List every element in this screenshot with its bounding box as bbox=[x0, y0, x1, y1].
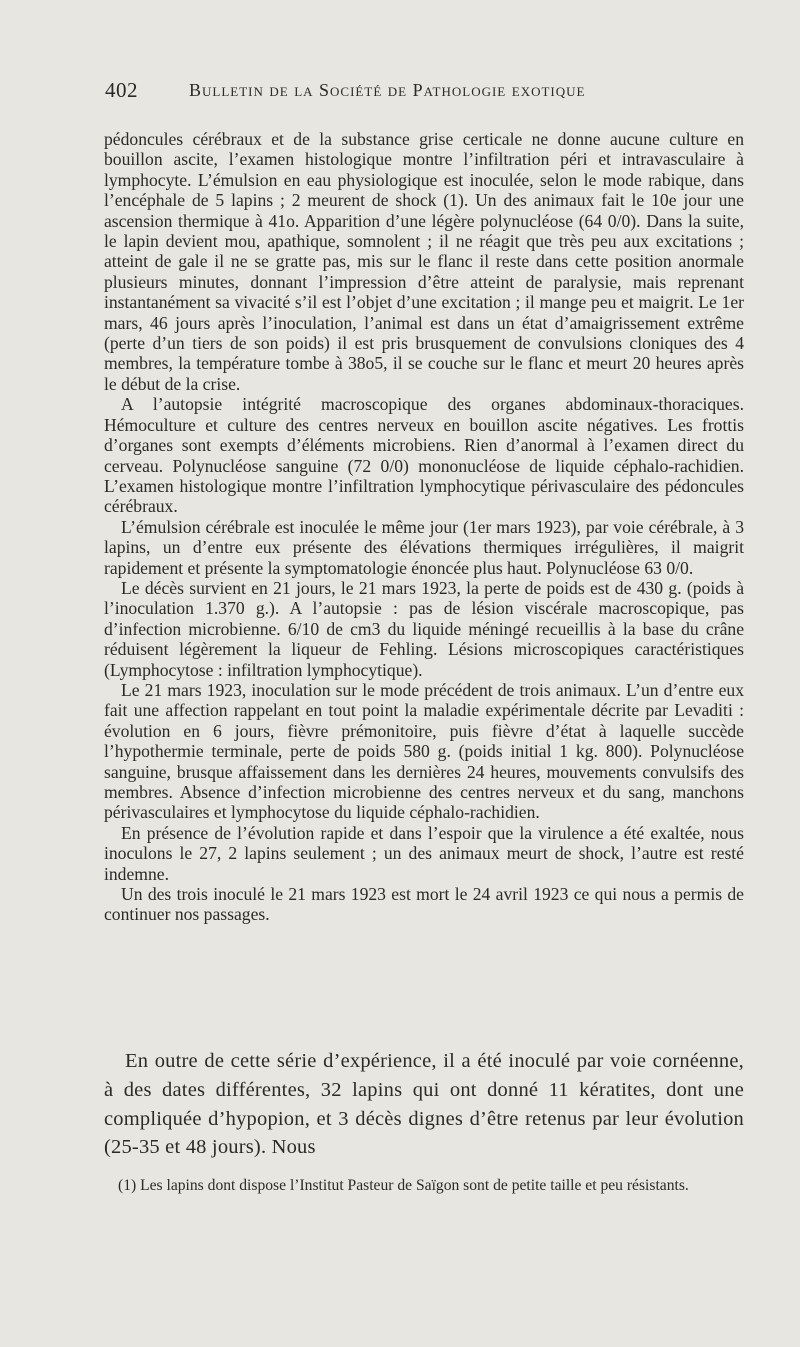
paragraph-5: Le 21 mars 1923, inoculation sur le mode précédent de trois animaux. L’un d’entre eux fait une affection rappelant en tout point la maladie expérimentale décrite par Levaditi : évolution en 6 jours, fièvre prémonitoire, puis fièvre d’état à laquelle succède l’hypothermie terminale, perte de poids 580 g. (poids initial 1 kg. 800). Polynucléose sanguine, brusque affaissement dans les dernières 24 heures, mouvements convulsifs des membres. Absence d’infection microbienne des centres nerveux et du sang, manchons périvasculaires et lymphocytose du liquide céphalo-rachidien. bbox=[104, 679, 744, 823]
paragraph-6: En présence de l’évolution rapide et dans l’espoir que la virulence a été exaltée, nous inoculons le 27, 2 lapins seulement ; un des animaux meurt de shock, l’autre est resté indemne. bbox=[104, 822, 744, 884]
running-head bbox=[105, 78, 665, 108]
paragraph-2: A l’autopsie intégrité macroscopique des organes abdominaux-thoraciques. Hémoculture et culture des centres nerveux en bouillon ascite négatives. Les frottis d’organes sont exempts d’éléments microbiens. Rien d’anormal à l’examen direct du cerveau. Polynucléose sanguine (72 0/0) mononucléose de liquide céphalo-rachidien. L’examen histologique montre l’infiltration lymphocytique périvasculaire des pédoncules cérébraux. bbox=[104, 394, 744, 517]
paragraph-7: Un des trois inoculé le 21 mars 1923 est mort le 24 avril 1923 ce qui nous a permis de continuer nos passages. bbox=[104, 884, 744, 925]
large-text-section bbox=[104, 1047, 744, 1162]
page-number: 402 bbox=[105, 78, 138, 102]
footnote-text: (1) Les lapins dont dispose l’Institut Pasteur de Saïgon sont de petite taille et peu résistants. bbox=[118, 1177, 689, 1194]
large-paragraph: En outre de cette série d’expérience, il a été inoculé par voie cornéenne, à des dates différentes, 32 lapins qui ont donné 11 kératites, dont une compliquée d’hypopion, et 3 décès dignes d’être retenus par leur évolution (25-35 et 48 jours). Nous bbox=[104, 1050, 744, 1159]
footnote bbox=[104, 1176, 744, 1195]
paragraph-3: L’émulsion cérébrale est inoculée le même jour (1er mars 1923), par voie cérébrale, à 3 lapins, un d’entre eux présente des élévations thermiques irrégulières, il maigrit rapidement et présente la symptomatologie énoncée plus haut. Polynucléose 63 0/0. bbox=[104, 516, 744, 578]
main-text bbox=[104, 129, 744, 925]
journal-title: Bulletin de la Société de Pathologie exotique bbox=[189, 80, 586, 100]
paragraph-4: Le décès survient en 21 jours, le 21 mars 1923, la perte de poids est de 430 g. (poids à l’inoculation 1.370 g.). A l’autopsie : pas de lésion viscérale macroscopique, pas d’infection microbienne. 6/10 de cm3 du liquide méningé recueillis à la base du crâne réduisent légèrement la liqueur de Fehling. Lésions microscopiques caractéristiques (Lymphocytose : infiltration lymphocytique). bbox=[104, 577, 744, 680]
paragraph-1: pédoncules cérébraux et de la substance grise certicale ne donne aucune culture en bouillon ascite, l’examen histologique montre l’infiltration péri et intravasculaire à lymphocyte. L’émulsion en eau physiologique est inoculée, selon le mode rabique, dans l’encéphale de 5 lapins ; 2 meurent de shock (1). Un des animaux fait le 10e jour une ascension thermique à 41o. Apparition d’une légère polynucléose (64 0/0). Dans la suite, le lapin devient mou, apathique, somnolent ; il ne réagit que très peu aux excitations ; atteint de gale il ne se gratte pas, mis sur le flanc il reste dans cette position anormale plusieurs minutes, donnant l’impression d’être atteint de paralysie, mais reprenant instantanément sa vivacité s’il est l’objet d’une excitation ; il mange peu et maigrit. Le 1er mars, 46 jours après l’inoculation, l’animal est dans un état d’amaigrissement extrême (perte d’un tiers de son poids) il est pris brusquement de convulsions cloniques des 4 membres, la température tombe à 38o5, il se couche sur le flanc et meurt 20 heures après le début de la crise. bbox=[104, 129, 744, 394]
